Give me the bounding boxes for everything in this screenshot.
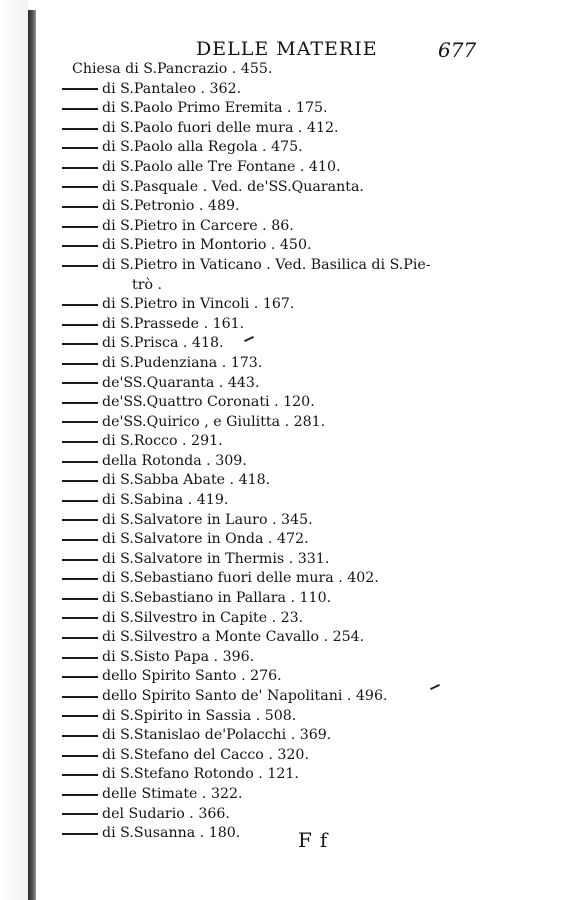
entry-text: de'SS.Quattro Coronati . 120. [102, 394, 315, 411]
ditto-dash [62, 343, 98, 345]
index-entry [72, 256, 542, 276]
index-entry [72, 315, 542, 335]
entry-text: Chiesa di S.Pancrazio . 455. [72, 61, 273, 77]
index-entry [72, 687, 542, 707]
index-entry [72, 648, 542, 668]
entry-text: di S.Spirito in Sassia . 508. [102, 707, 297, 724]
ditto-dash [62, 265, 98, 267]
index-entry [72, 707, 542, 727]
entry-text: di S.Sebastiano fuori delle mura . 402. [102, 570, 379, 587]
page-gutter-shadow [0, 0, 28, 900]
index-entry [72, 178, 542, 198]
entry-text: di S.Pudenziana . 173. [102, 354, 263, 371]
entry-text: di S.Paolo fuori delle mura . 412. [102, 119, 339, 136]
ditto-dash [62, 147, 98, 149]
page-number: 677 [438, 38, 477, 62]
index-entry-continuation [72, 276, 542, 296]
index-entries [72, 60, 542, 844]
ditto-dash [62, 696, 98, 698]
entry-text: di S.Silvestro a Monte Cavallo . 254. [102, 629, 365, 646]
index-entry [72, 765, 542, 785]
index-entry [72, 158, 542, 178]
index-entry [72, 236, 542, 256]
ditto-dash [62, 480, 98, 482]
ditto-dash [62, 637, 98, 639]
entry-text: di S.Paolo alla Regola . 475. [102, 139, 303, 156]
ditto-dash [62, 519, 98, 521]
entry-text: di S.Prassede . 161. [102, 315, 245, 332]
entry-text: di S.Petronio . 489. [102, 198, 240, 215]
ditto-dash [62, 735, 98, 737]
index-entry [72, 119, 542, 139]
index-entry [72, 217, 542, 237]
ditto-dash [62, 363, 98, 365]
index-entry [72, 99, 542, 119]
entry-text: di S.Susanna . 180. [102, 825, 241, 842]
entry-text: di S.Stefano Rotondo . 121. [102, 766, 299, 783]
index-entry [72, 628, 542, 648]
running-header: DELLE MATERIE [196, 38, 378, 60]
index-entry [72, 60, 542, 80]
ditto-dash [62, 324, 98, 326]
ditto-dash [62, 794, 98, 796]
index-entry [72, 471, 542, 491]
entry-text: delle Stimate . 322. [102, 785, 243, 802]
entry-text: di S.Pasquale . Ved. de'SS.Quaranta. [102, 178, 364, 195]
index-entry [72, 550, 542, 570]
entry-text: di S.Sabba Abate . 418. [102, 472, 271, 489]
ditto-dash [62, 617, 98, 619]
ditto-dash [62, 206, 98, 208]
index-entry [72, 491, 542, 511]
index-entry [72, 805, 542, 825]
ditto-dash [62, 186, 98, 188]
entry-text: di S.Pietro in Montorio . 450. [102, 237, 312, 254]
entry-text: di S.Stefano del Cacco . 320. [102, 746, 309, 763]
ditto-dash [62, 88, 98, 90]
entry-text: di S.Salvatore in Onda . 472. [102, 531, 309, 548]
index-entry [72, 785, 542, 805]
entry-text: dello Spirito Santo . 276. [102, 668, 282, 685]
entry-text: di S.Sebastiano in Pallara . 110. [102, 590, 332, 607]
ditto-dash [62, 755, 98, 757]
index-entry [72, 295, 542, 315]
ditto-dash [62, 402, 98, 404]
entry-text: di S.Sabina . 419. [102, 492, 229, 509]
ditto-dash [62, 598, 98, 600]
index-entry [72, 413, 542, 433]
index-entry [72, 530, 542, 550]
entry-text: dello Spirito Santo de' Napolitani . 496. [102, 688, 388, 704]
index-entry [72, 569, 542, 589]
entry-text: de'SS.Quaranta . 443. [102, 374, 260, 391]
entry-text: di S.Prisca . 418. [102, 335, 224, 352]
ditto-dash [62, 461, 98, 463]
ditto-dash [62, 382, 98, 384]
entry-text: della Rotonda . 309. [102, 452, 247, 469]
entry-text: di S.Paolo Primo Eremita . 175. [102, 100, 328, 117]
index-entry [72, 197, 542, 217]
index-entry [72, 138, 542, 158]
entry-text: di S.Salvatore in Thermis . 331. [102, 550, 330, 567]
index-entry [72, 80, 542, 100]
index-entry [72, 589, 542, 609]
entry-text: trò . [132, 276, 163, 293]
ditto-dash [62, 715, 98, 717]
entry-text: di S.Salvatore in Lauro . 345. [102, 511, 313, 528]
ditto-dash [62, 245, 98, 247]
ditto-dash [62, 578, 98, 580]
signature-mark: Ff [298, 828, 336, 852]
ditto-dash [62, 128, 98, 130]
entry-text: di S.Pietro in Carcere . 86. [102, 217, 294, 234]
index-entry [72, 746, 542, 766]
index-entry [72, 452, 542, 472]
ditto-dash [62, 167, 98, 169]
index-entry [72, 511, 542, 531]
entry-text: del Sudario . 366. [102, 805, 230, 822]
ditto-dash [62, 304, 98, 306]
ditto-dash [62, 108, 98, 110]
ditto-dash [62, 421, 98, 423]
entry-text: di S.Rocco . 291. [102, 433, 223, 450]
index-entry [72, 726, 542, 746]
entry-text: di S.Pantaleo . 362. [102, 80, 242, 97]
index-entry [72, 393, 542, 413]
ditto-dash [62, 657, 98, 659]
index-entry [72, 667, 542, 687]
ditto-dash [62, 833, 98, 835]
ditto-dash [62, 500, 98, 502]
index-entry [72, 374, 542, 394]
ditto-dash [62, 226, 98, 228]
entry-text: di S.Paolo alle Tre Fontane . 410. [102, 158, 341, 175]
ditto-dash [62, 774, 98, 776]
entry-text: di S.Stanislao de'Polacchi . 369. [102, 727, 332, 744]
entry-text: de'SS.Quirico , e Giulitta . 281. [102, 413, 326, 430]
book-binding-edge [28, 10, 36, 900]
entry-text: di S.Pietro in Vaticano . Ved. Basilica di S.Pie- [102, 256, 431, 273]
ditto-dash [62, 813, 98, 815]
ditto-dash [62, 539, 98, 541]
entry-text: di S.Silvestro in Capite . 23. [102, 609, 304, 626]
index-entry [72, 334, 542, 354]
index-entry [72, 354, 542, 374]
ditto-dash [62, 441, 98, 443]
ditto-dash [62, 676, 98, 678]
ditto-dash [62, 559, 98, 561]
index-entry [72, 609, 542, 629]
entry-text: di S.Sisto Papa . 396. [102, 648, 255, 665]
entry-text: di S.Pietro in Vincoli . 167. [102, 296, 295, 313]
index-entry [72, 432, 542, 452]
